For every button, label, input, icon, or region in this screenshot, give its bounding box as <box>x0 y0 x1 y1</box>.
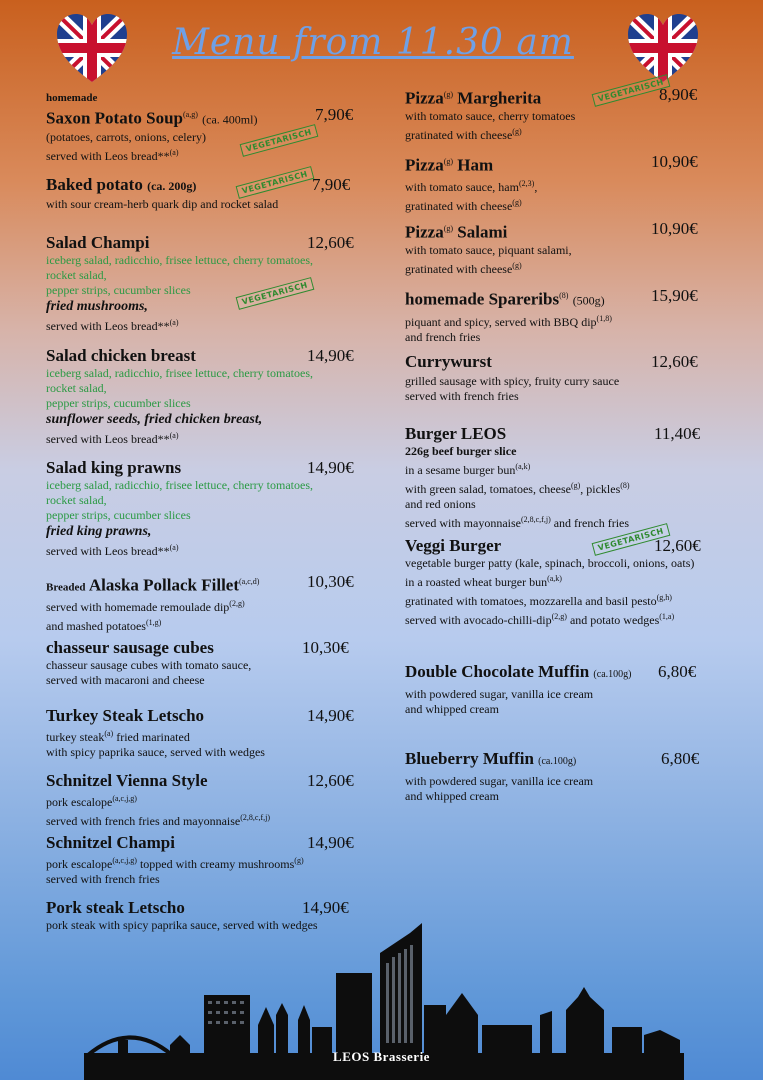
allergen-code: (8) <box>620 481 630 490</box>
item-name: Pizza <box>405 222 444 242</box>
item-name: Blueberry Muffin <box>405 749 534 768</box>
item-name: Currywurst <box>405 352 492 371</box>
item-name: homemade Spareribs <box>405 289 560 309</box>
allergen-code: (2,3) <box>518 178 535 188</box>
item-description: served with homemade remoulade dip <box>46 599 230 614</box>
item-description: and whipped cream <box>405 789 499 803</box>
allergen-code: (a,k) <box>515 462 531 471</box>
item-name: Saxon Potato Soup <box>46 108 183 128</box>
allergen-code: (g) <box>443 90 454 99</box>
item-description: chasseur sausage cubes with tomato sauce, <box>46 658 252 672</box>
item-price: 6,80€ <box>658 662 697 681</box>
item-description: served with mayonnaise <box>405 516 521 530</box>
allergen-code: (2,g) <box>229 598 245 608</box>
item-name: Turkey Steak Letscho <box>46 706 205 725</box>
item-description: gratinated with tomatoes, mozzarella and basil pesto <box>405 594 657 608</box>
item-price: 12,60€ <box>654 536 701 555</box>
uk-flag-heart-icon <box>55 12 129 84</box>
menu-item-homemade-spareribs <box>405 286 710 345</box>
item-description: grilled sausage with spicy, fruity curry sauce <box>405 374 620 388</box>
item-price: 12,60€ <box>307 771 354 790</box>
menu-title: Menu from 11.30 am <box>172 22 574 63</box>
menu-item-double-chocolate-muffin <box>405 662 710 717</box>
item-name: Baked potato <box>46 175 143 194</box>
menu-item-burger-leos <box>405 424 710 531</box>
item-description: and potato wedges <box>566 613 660 627</box>
item-topping: sunflower seeds, fried chicken breast, <box>46 412 263 427</box>
allergen-code: (a,c,j,g) <box>112 794 137 803</box>
menu-item-alaska-pollack-fillet <box>46 572 366 634</box>
item-description: and mashed potatoes <box>46 618 146 633</box>
item-description: , pickles <box>580 482 621 496</box>
item-ingredients: pepper strips, cucumber slices <box>46 283 191 297</box>
menu-item-pizza-salami <box>405 219 710 277</box>
item-price: 11,40€ <box>654 424 701 443</box>
menu-item-salad-champi <box>46 233 366 334</box>
allergen-code: (g) <box>443 157 454 166</box>
menu-item-currywurst <box>405 352 710 404</box>
item-price: 10,30€ <box>307 572 354 591</box>
item-price: 12,60€ <box>307 233 354 252</box>
item-name: Double Chocolate Muffin <box>405 662 590 681</box>
item-name: Pork steak Letscho <box>46 898 185 917</box>
item-description: in a sesame burger bun <box>405 463 516 477</box>
item-name: Salad Champi <box>46 233 150 252</box>
item-description: topped with creamy mushrooms <box>136 857 295 871</box>
item-price: 10,90€ <box>651 219 698 238</box>
item-name: Schnitzel Vienna Style <box>46 771 208 790</box>
menu-item-saxon-potato-soup <box>46 91 366 164</box>
item-description: and whipped cream <box>405 702 499 716</box>
item-description: served with avocado-chilli-dip <box>405 613 552 627</box>
item-topping: fried king prawns, <box>46 524 152 539</box>
allergen-code: (g) <box>443 224 454 233</box>
item-description: and french fries <box>550 516 630 530</box>
item-description: served with french fries and mayonnaise <box>46 814 241 828</box>
allergen-code: (a) <box>169 543 179 552</box>
item-price: 14,90€ <box>307 458 354 477</box>
item-description: in a roasted wheat burger bun <box>405 575 548 589</box>
allergen-code: (1,8) <box>596 313 612 323</box>
item-price: 10,30€ <box>302 638 349 657</box>
item-description: served with french fries <box>405 389 519 403</box>
item-ingredients: pepper strips, cucumber slices <box>46 508 191 522</box>
allergen-code: (2,8,c,f,j) <box>520 515 551 524</box>
allergen-code: (g) <box>294 856 304 865</box>
item-description: served with Leos bread** <box>46 319 170 333</box>
item-ingredients: iceberg salad, radicchio, frisee lettuce, cherry tomatoes, <box>46 478 313 492</box>
item-name: Schnitzel Champi <box>46 833 175 852</box>
item-subtitle: 226g beef burger slice <box>405 444 517 458</box>
item-price: 14,90€ <box>302 898 349 917</box>
item-description: , <box>534 179 538 194</box>
item-price: 10,90€ <box>651 152 698 171</box>
item-price: 8,90€ <box>659 85 698 104</box>
allergen-code: (g) <box>512 260 522 270</box>
item-size: (ca.100g) <box>538 756 577 767</box>
brand-name: LEOS Brasserie <box>333 1049 430 1064</box>
allergen-code: (a) <box>169 147 179 157</box>
allergen-code: (g) <box>512 197 522 207</box>
item-description: served with Leos bread** <box>46 148 170 163</box>
item-description: gratinated with cheese <box>405 127 513 142</box>
allergen-code: (a,c,j,g) <box>112 856 137 865</box>
item-description: with powdered sugar, vanilla ice cream <box>405 774 594 788</box>
item-name: chasseur sausage cubes <box>46 638 214 657</box>
item-size: (ca. 400ml) <box>202 112 258 127</box>
item-description: served with Leos bread** <box>46 432 170 446</box>
allergen-code: (a) <box>104 729 114 738</box>
item-name: Alaska Pollack Fillet <box>88 575 240 595</box>
item-description: and red onions <box>405 497 476 511</box>
menu-item-schnitzel-vienna-style <box>46 771 366 829</box>
item-price: 15,90€ <box>651 286 698 305</box>
vegetarian-stamp: VEGETARISCH <box>236 166 314 199</box>
item-ingredients: rocket salad, <box>46 381 107 395</box>
item-name: Veggi Burger <box>405 536 502 555</box>
item-name: Salad chicken breast <box>46 346 196 365</box>
item-size: (500g) <box>572 293 605 308</box>
item-ingredients: rocket salad, <box>46 493 107 507</box>
menu-item-pizza-ham <box>405 152 710 214</box>
vegetarian-stamp: VEGETARISCH <box>240 124 318 157</box>
item-price: 14,90€ <box>307 706 354 725</box>
item-description: served with french fries <box>46 872 160 886</box>
vegetarian-stamp: VEGETARISCH <box>592 523 670 556</box>
allergen-code: (g) <box>570 481 581 490</box>
item-ingredients: pepper strips, cucumber slices <box>46 396 191 410</box>
item-description: piquant and spicy, served with BBQ dip <box>405 314 597 329</box>
menu-item-blueberry-muffin <box>405 749 710 804</box>
menu-item-turkey-steak-letscho <box>46 706 366 760</box>
item-description: with sour cream-herb quark dip and rocket salad <box>46 197 279 211</box>
item-ingredients: iceberg salad, radicchio, frisee lettuce, cherry tomatoes, <box>46 253 313 267</box>
item-description: gratinated with cheese <box>405 261 513 276</box>
allergen-code: (a) <box>169 431 179 440</box>
item-description: gratinated with cheese <box>405 198 513 213</box>
item-price: 7,90€ <box>315 105 354 124</box>
item-name: Pizza <box>405 88 444 108</box>
allergen-code: (1,a) <box>659 612 675 621</box>
item-price: 14,90€ <box>307 833 354 852</box>
item-topping: fried mushrooms, <box>46 299 148 314</box>
item-name: Ham <box>453 155 494 175</box>
item-name: Salad king prawns <box>46 458 182 477</box>
menu-item-schnitzel-champi <box>46 833 366 887</box>
menu-item-veggi-burger <box>405 536 720 628</box>
item-description: and french fries <box>405 329 481 344</box>
item-name: Pizza <box>405 155 444 175</box>
menu-item-baked-potato <box>46 175 366 212</box>
vegetarian-stamp: VEGETARISCH <box>236 277 314 310</box>
item-price: 6,80€ <box>661 749 700 768</box>
item-description: with spicy paprika sauce, served with wedges <box>46 745 265 759</box>
item-description: vegetable burger patty (kale, spinach, broccoli, onions, oats) <box>405 556 695 570</box>
uk-flag-heart-icon <box>626 12 700 84</box>
item-description: with powdered sugar, vanilla ice cream <box>405 687 594 701</box>
item-prefix: Breaded <box>46 581 86 594</box>
item-description: with tomato sauce, ham <box>405 179 519 194</box>
allergen-code: (a,c,d) <box>239 577 260 586</box>
item-description: with tomato sauce, cherry tomatoes <box>405 108 576 123</box>
allergen-code: (2,g) <box>551 612 567 621</box>
menu-item-pizza-margherita <box>405 85 710 143</box>
item-size: (ca.100g) <box>593 669 632 680</box>
item-description: turkey steak <box>46 730 105 744</box>
item-description: served with macaroni and cheese <box>46 673 205 687</box>
item-price: 14,90€ <box>307 346 354 365</box>
menu-item-salad-king-prawns <box>46 458 366 559</box>
item-description: with tomato sauce, piquant salami, <box>405 242 572 257</box>
item-description: (potatoes, carrots, onions, celery) <box>46 129 206 144</box>
item-description: pork escalope <box>46 795 113 809</box>
allergen-code: (a,k) <box>547 574 562 583</box>
item-description: pork steak with spicy paprika sauce, served with wedges <box>46 918 318 932</box>
allergen-code: (a) <box>169 318 179 327</box>
vegetarian-stamp: VEGETARISCH <box>592 74 670 107</box>
item-size: (ca. 200g) <box>147 179 197 193</box>
allergen-code: (g,h) <box>656 593 672 602</box>
item-price: 12,60€ <box>651 352 698 371</box>
item-ingredients: iceberg salad, radicchio, frisee lettuce, cherry tomatoes, <box>46 366 313 380</box>
allergen-code: (g) <box>512 126 522 136</box>
item-prefix: homemade <box>46 92 98 104</box>
item-name: Salami <box>453 222 508 242</box>
item-description: served with Leos bread** <box>46 544 170 558</box>
item-name: Burger LEOS <box>405 424 507 443</box>
item-name: Margherita <box>453 88 542 108</box>
item-description: pork escalope <box>46 857 113 871</box>
menu-item-salad-chicken-breast <box>46 346 366 447</box>
allergen-code: (a,g) <box>182 110 198 119</box>
allergen-code: (2,8,c,f,j) <box>240 813 271 822</box>
item-price: 7,90€ <box>312 175 351 194</box>
item-ingredients: rocket salad, <box>46 268 107 282</box>
item-description: with green salad, tomatoes, cheese <box>405 482 571 496</box>
allergen-code: (8) <box>559 291 569 300</box>
allergen-code: (1,g) <box>145 617 162 627</box>
menu-item-chasseur-sausage-cubes <box>46 638 366 688</box>
item-description: fried marinated <box>113 730 190 744</box>
